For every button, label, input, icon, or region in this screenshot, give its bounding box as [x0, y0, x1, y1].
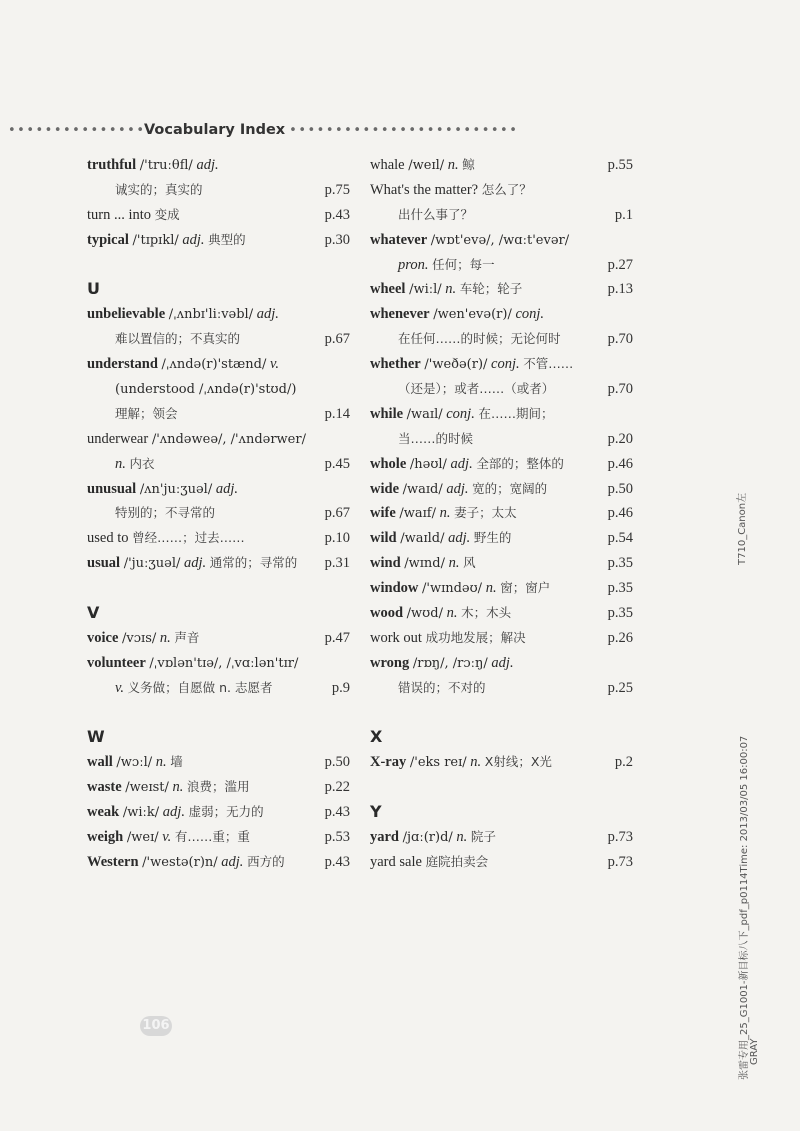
entry-text	[87, 804, 264, 820]
vocab-entry	[87, 477, 350, 502]
entry-phonetic: /waɪl/	[406, 406, 443, 422]
entry-word: wood	[370, 605, 404, 622]
section-letter: U	[87, 279, 100, 299]
entry-part-of-speech: v.	[162, 829, 172, 846]
entry-page-ref: p.46	[607, 505, 633, 522]
entry-phonetic: /'westə(r)n/	[142, 854, 218, 870]
entry-page-ref: p.70	[607, 381, 633, 398]
entry-text	[370, 306, 544, 322]
entry-part-of-speech: n.	[447, 157, 459, 173]
entry-phonetic: /wɔːl/	[116, 755, 153, 771]
entry-phonetic: /wen'evə(r)/	[433, 307, 512, 323]
entry-part-of-speech: adj.	[446, 480, 469, 497]
entry-meaning: 错误的；不对的	[398, 679, 486, 695]
entry-page-ref: p.2	[614, 754, 633, 771]
entry-page-ref: p.43	[324, 206, 350, 223]
vocab-entry	[370, 452, 633, 477]
entry-text	[370, 257, 495, 273]
entry-phonetic: /wiːk/	[122, 805, 160, 821]
entry-word: voice	[87, 629, 119, 646]
entry-word: wind	[370, 555, 401, 572]
entry-part-of-speech: n.	[456, 829, 468, 846]
entry-word: whether	[370, 356, 421, 373]
entry-phonetic: /ˌʌndə(r)'stænd/	[161, 357, 267, 373]
entry-word: unusual	[87, 480, 137, 497]
vocab-entry	[370, 576, 633, 601]
entry-word: unbelievable	[87, 306, 166, 323]
entry-text	[370, 555, 476, 571]
entry-word: truthful	[87, 157, 137, 173]
entry-page-ref: p.55	[607, 157, 633, 173]
entry-continuation	[87, 501, 350, 526]
entry-meaning: 变成	[154, 206, 180, 222]
entry-continuation	[370, 253, 633, 278]
entry-meaning: 声音	[174, 629, 200, 645]
entry-part-of-speech: n.	[485, 580, 497, 597]
entry-meaning: X射线；X光	[484, 754, 552, 770]
entry-text	[370, 754, 552, 770]
vocab-entry	[370, 526, 633, 551]
vocab-entry	[370, 825, 633, 850]
entry-phonetic: /waɪd/	[402, 481, 443, 497]
entry-part-of-speech: adj.	[450, 455, 473, 472]
entry-meaning: 墙	[170, 754, 183, 770]
entry-text	[370, 481, 547, 497]
vocab-entry	[370, 153, 633, 178]
entry-word: turn ... into	[87, 206, 152, 223]
entry-part-of-speech: conj.	[446, 405, 475, 422]
entry-word: yard sale	[370, 853, 422, 870]
entry-text	[87, 530, 245, 546]
entry-phonetic: /ˌvɒlən'tɪə/, /ˌvɑːlən'tɪr/	[149, 655, 299, 671]
entry-text	[87, 779, 250, 795]
entry-word: work out	[370, 629, 422, 646]
entry-page-ref: p.75	[324, 181, 350, 198]
entry-meaning: 成功地发展；解决	[425, 629, 526, 645]
entry-part-of-speech: adj.	[448, 530, 471, 547]
entry-meaning: 当……的时候	[398, 430, 474, 446]
entry-page-ref: p.54	[607, 530, 633, 547]
entry-text	[87, 854, 285, 870]
entry-phonetic: /wɪnd/	[404, 556, 446, 572]
entry-meaning: 理解；领会	[115, 405, 178, 421]
entry-page-ref: p.73	[607, 853, 633, 870]
entry-text	[370, 829, 496, 845]
entry-page-ref: p.26	[607, 629, 633, 646]
vocab-entry	[87, 750, 350, 775]
entry-meaning: 任何；每一	[432, 256, 495, 272]
entry-meaning: 曾经……；过去……	[132, 530, 245, 546]
entry-phonetic: /wiːl/	[409, 282, 442, 298]
entry-text	[370, 456, 564, 472]
section-gap	[370, 775, 633, 800]
entry-text	[87, 381, 296, 397]
section-gap	[87, 253, 350, 278]
entry-phonetic: /waɪf/	[399, 506, 436, 522]
entry-part-of-speech: pron.	[398, 256, 429, 273]
entry-meaning: 妻子；太太	[454, 505, 517, 521]
entry-part-of-speech: adj.	[491, 654, 514, 671]
entry-text	[370, 356, 573, 372]
entry-word: while	[370, 405, 404, 422]
entry-part-of-speech: n.	[448, 555, 460, 572]
entry-text	[87, 207, 180, 223]
entry-page-ref: p.27	[607, 256, 633, 273]
entry-page-ref: p.9	[331, 679, 350, 696]
entry-meaning: 诚实的；真实的	[115, 181, 203, 197]
entry-part-of-speech: adj.	[196, 157, 219, 173]
entry-phonetic: /'ʌndəweə/, /'ʌndərwer/	[151, 431, 306, 447]
entry-meaning: 义务做；自愿做 n. 志愿者	[127, 679, 273, 695]
entry-text	[370, 381, 554, 397]
entry-meaning: 在任何……的时候；无论何时	[398, 331, 561, 347]
entry-text	[370, 331, 561, 347]
vocab-entry	[370, 477, 633, 502]
entry-part-of-speech: adj.	[256, 306, 279, 323]
vocab-entry	[87, 775, 350, 800]
entry-phonetic: /weɪst/	[125, 780, 169, 796]
entry-text	[87, 555, 297, 571]
entry-continuation	[370, 203, 633, 228]
entry-phonetic: /'wɪndəʊ/	[421, 581, 483, 597]
entry-phonetic: /'juːʒuəl/	[123, 556, 181, 572]
entry-continuation	[87, 178, 350, 203]
entry-meaning: 有……重；重	[174, 829, 250, 845]
vocab-entry	[370, 651, 633, 676]
entry-text	[87, 481, 238, 497]
entry-meaning: 院子	[470, 829, 496, 845]
vocab-entry	[370, 402, 633, 427]
entry-page-ref: p.45	[324, 455, 350, 472]
entry-continuation	[370, 427, 633, 452]
entry-text	[87, 680, 272, 696]
entry-page-ref: p.67	[324, 331, 350, 348]
entry-page-ref: p.53	[324, 829, 350, 846]
entry-part-of-speech: n.	[446, 605, 458, 622]
vocab-entry	[87, 352, 350, 377]
entry-part-of-speech: n.	[155, 754, 167, 771]
entry-phonetic: /wʊd/	[406, 606, 443, 622]
vocab-entry	[370, 228, 633, 253]
entry-page-ref: p.22	[324, 779, 350, 796]
entry-phonetic: /vɔɪs/	[122, 630, 157, 646]
entry-page-ref: p.1	[614, 206, 633, 223]
entry-word: used to	[87, 530, 129, 547]
entry-word: weak	[87, 804, 120, 821]
entry-continuation	[370, 327, 633, 352]
entry-continuation	[87, 327, 350, 352]
entry-word: weigh	[87, 829, 124, 846]
vocab-entry	[87, 153, 350, 178]
entry-word: window	[370, 580, 419, 597]
entry-extra: (understood /ˌʌndə(r)'stʊd/)	[115, 382, 297, 398]
entry-meaning: 出什么事了？	[398, 206, 474, 222]
entry-phonetic: /'weðə(r)/	[424, 357, 488, 373]
entry-meaning: 特别的；不寻常的	[115, 505, 216, 521]
entry-part-of-speech: v.	[269, 356, 279, 373]
section-gap	[87, 576, 350, 601]
vocab-entry	[87, 651, 350, 676]
left-column	[87, 153, 350, 875]
entry-part-of-speech: n.	[470, 754, 482, 771]
entry-page-ref: p.50	[607, 480, 633, 497]
entry-part-of-speech: n.	[159, 629, 171, 646]
vocab-entry	[370, 352, 633, 377]
entry-meaning: 在……期间；	[478, 405, 554, 421]
entry-continuation	[87, 676, 350, 701]
entry-word: wide	[370, 480, 399, 497]
entry-meaning: 怎么了？	[481, 181, 532, 197]
entry-page-ref: p.35	[607, 555, 633, 572]
entry-text	[87, 157, 219, 173]
entry-page-ref: p.10	[324, 530, 350, 547]
vocab-entry	[87, 228, 350, 253]
entry-word: understand	[87, 356, 158, 373]
vocab-entry	[87, 526, 350, 551]
entry-text	[87, 655, 298, 671]
entry-page-ref: p.13	[607, 281, 633, 298]
entry-phonetic: /ʌn'juːʒuəl/	[139, 481, 213, 497]
vocab-entry	[370, 601, 633, 626]
entry-word: wrong	[370, 654, 410, 671]
entry-continuation	[87, 452, 350, 477]
entry-word: wall	[87, 754, 113, 771]
entry-word: whole	[370, 455, 407, 472]
entry-text	[87, 356, 279, 372]
entry-page-ref: p.47	[324, 629, 350, 646]
page-title: Vocabulary Index	[144, 122, 286, 138]
entry-phonetic: /'truːθfl/	[139, 158, 193, 173]
entry-page-ref: p.25	[607, 679, 633, 696]
entry-page-ref: p.43	[324, 804, 350, 821]
entry-meaning: 虚弱；无力的	[188, 804, 264, 820]
entry-text	[370, 854, 488, 870]
entry-meaning: 典型的	[208, 231, 246, 247]
entry-word: whatever	[370, 231, 428, 248]
entry-meaning: 不管……	[523, 356, 574, 372]
entry-word: typical	[87, 231, 129, 248]
vocab-entry	[87, 800, 350, 825]
vocab-entry	[87, 850, 350, 875]
page-number: 106	[140, 1016, 172, 1036]
entry-page-ref: p.35	[607, 580, 633, 597]
entry-part-of-speech: n.	[115, 455, 126, 472]
entry-page-ref: p.35	[607, 605, 633, 622]
entry-page-ref: p.70	[607, 331, 633, 348]
vocab-entry	[370, 501, 633, 526]
entry-phonetic: /'eks reɪ/	[409, 755, 467, 771]
entry-word: whale	[370, 157, 405, 173]
entry-word: wild	[370, 530, 397, 547]
entry-word: yard	[370, 829, 399, 846]
header-dots-right: •••••••••••••••••••••••••	[289, 122, 519, 138]
vocab-entry	[370, 302, 633, 327]
entry-text	[370, 630, 526, 646]
section-letter: W	[87, 727, 105, 747]
vocab-entry	[87, 427, 350, 452]
entry-text	[370, 281, 522, 297]
entry-phonetic: /ˌʌnbɪ'liːvəbl/	[168, 307, 254, 323]
entry-word: volunteer	[87, 654, 146, 671]
entry-text	[370, 406, 553, 422]
entry-phonetic: /'tɪpɪkl/	[132, 232, 179, 248]
entry-page-ref: p.31	[324, 555, 350, 572]
entry-meaning: 西方的	[247, 853, 285, 869]
entry-part-of-speech: adj.	[221, 853, 244, 870]
vocab-entry	[370, 277, 633, 302]
vocab-entry	[87, 203, 350, 228]
entry-word: underwear	[87, 430, 149, 447]
entry-page-ref: p.14	[324, 405, 350, 422]
entry-part-of-speech: adj.	[184, 555, 207, 572]
entry-text	[370, 431, 473, 447]
entry-part-of-speech: conj.	[515, 306, 545, 323]
entry-text	[87, 456, 155, 472]
entry-part-of-speech: adj.	[215, 480, 238, 497]
entry-text	[87, 754, 183, 770]
entry-meaning: 风	[463, 555, 476, 571]
entry-meaning: 通常的；寻常的	[209, 555, 298, 571]
entry-word: wife	[370, 505, 396, 522]
entry-word: waste	[87, 779, 122, 796]
entry-text	[370, 182, 532, 198]
entry-part-of-speech: v.	[115, 679, 124, 696]
entry-meaning: 木；木头	[461, 605, 512, 621]
entry-meaning: 车轮；轮子	[459, 281, 523, 297]
entry-part-of-speech: conj.	[491, 356, 520, 373]
entry-word: whenever	[370, 306, 430, 323]
section-gap	[370, 701, 633, 726]
entry-word: Western	[87, 853, 139, 870]
header-dots-left: •••••••••••••••	[8, 122, 146, 138]
side-print-gray: GRAY	[749, 1038, 760, 1065]
entry-phonetic: /həʊl/	[409, 456, 447, 472]
entry-text	[87, 232, 246, 248]
entry-word: X-ray	[370, 754, 407, 771]
entry-page-ref: p.67	[324, 505, 350, 522]
entry-text	[87, 406, 178, 422]
entry-part-of-speech: adj.	[162, 804, 185, 821]
entry-meaning: 窗；窗户	[500, 580, 551, 596]
entry-text	[87, 331, 240, 347]
entry-meaning: 浪费；滥用	[187, 779, 250, 795]
entry-word: wheel	[370, 281, 406, 298]
entry-part-of-speech: adj.	[182, 231, 205, 248]
entry-meaning: 庭院拍卖会	[425, 853, 489, 869]
entry-phonetic: /weɪl/	[408, 158, 445, 173]
index-header	[8, 119, 519, 141]
entry-text	[370, 605, 511, 621]
entry-phonetic: /waɪld/	[400, 531, 445, 547]
vocab-entry	[87, 302, 350, 327]
vocab-entry	[87, 551, 350, 576]
entry-continuation	[370, 676, 633, 701]
entry-text	[370, 207, 473, 223]
vocab-entry	[370, 850, 633, 875]
entry-page-ref: p.20	[607, 430, 633, 447]
entry-text	[87, 829, 250, 845]
entry-part-of-speech: n.	[439, 505, 451, 522]
entry-text	[87, 306, 279, 322]
entry-text	[370, 505, 517, 521]
section-letter: V	[87, 603, 100, 623]
entry-text	[87, 505, 215, 521]
entry-text	[370, 530, 511, 546]
entry-continuation	[87, 377, 350, 402]
section-letter: Y	[370, 802, 382, 822]
entry-meaning: 野生的	[473, 530, 512, 546]
vocab-entry	[370, 551, 633, 576]
entry-word: usual	[87, 555, 121, 572]
vocab-entry	[370, 626, 633, 651]
entry-text	[370, 232, 569, 248]
entry-meaning: （还是）；或者……（或者）	[398, 381, 555, 397]
entry-continuation	[87, 402, 350, 427]
entry-continuation	[370, 377, 633, 402]
side-print-info: 张雷专用_25_G1001-新目标八下_pdf_p0114Time: 2013/03/05 16:00:07	[739, 735, 750, 1080]
entry-phonetic: /jɑː(r)d/	[402, 830, 453, 846]
vocab-entry	[370, 750, 633, 775]
entry-page-ref: p.30	[324, 231, 350, 248]
entry-page-ref: p.73	[607, 829, 633, 846]
vocab-entry	[87, 825, 350, 850]
entry-word: What's the matter?	[370, 181, 479, 198]
entry-meaning: 宽的；宽阔的	[472, 480, 548, 496]
entry-page-ref: p.50	[324, 754, 350, 771]
entry-part-of-speech: n.	[172, 779, 184, 796]
side-print-mark: T710_Canon左	[737, 492, 748, 565]
entry-part-of-speech: n.	[445, 281, 457, 298]
entry-phonetic: /rɒŋ/, /rɔːŋ/	[412, 655, 488, 671]
entry-meaning: 鲸	[462, 157, 475, 172]
entry-text	[370, 680, 486, 696]
vocab-entry	[87, 626, 350, 651]
entry-text	[87, 431, 306, 447]
entry-text	[370, 655, 514, 671]
entry-text	[87, 182, 203, 198]
entry-phonetic: /wɒt'evə/, /wɑːt'evər/	[430, 232, 570, 248]
entry-text	[87, 630, 199, 646]
section-letter: X	[370, 727, 383, 747]
entry-text	[370, 157, 475, 173]
entry-meaning: 难以置信的；不真实的	[115, 331, 241, 347]
entry-phonetic: /weɪ/	[126, 830, 159, 846]
entry-text	[370, 580, 550, 596]
entry-meaning: 全部的；整体的	[476, 455, 564, 471]
entry-meaning: 内衣	[129, 455, 155, 471]
entry-page-ref: p.43	[324, 853, 350, 870]
vocab-entry	[370, 178, 633, 203]
right-column	[370, 153, 633, 875]
section-gap	[87, 701, 350, 726]
entry-page-ref: p.46	[607, 455, 633, 472]
